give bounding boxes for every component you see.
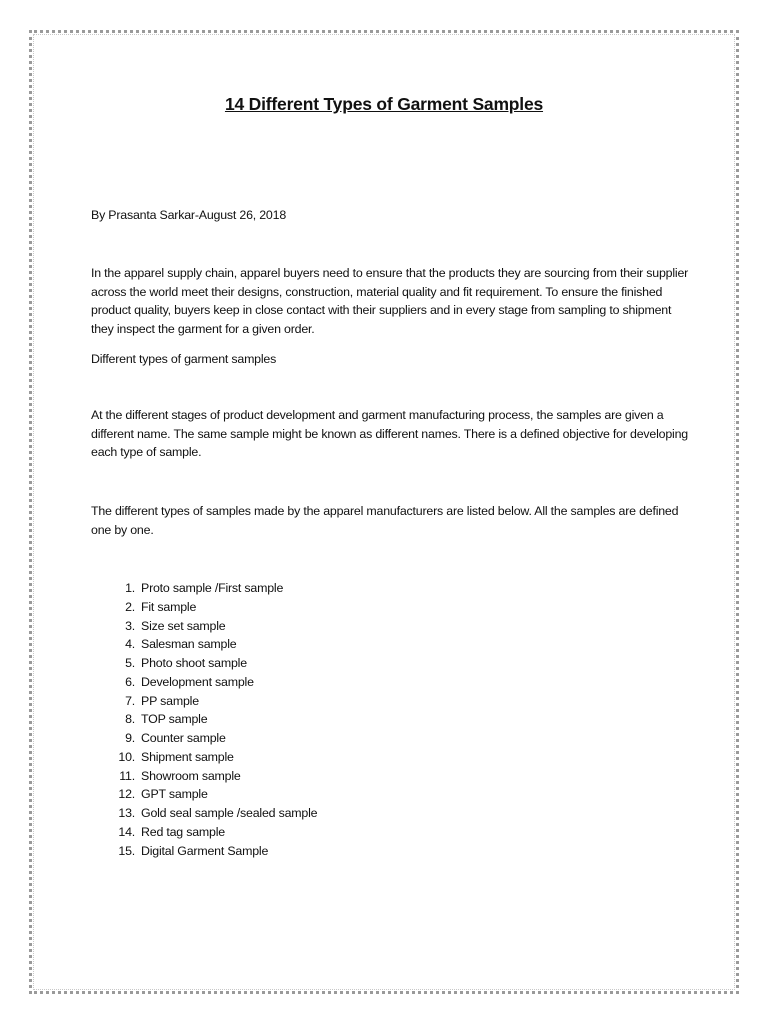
- list-item-number: 13.: [118, 806, 135, 820]
- list-item-number: 15.: [118, 843, 135, 858]
- list-item-label: Fit sample: [141, 599, 197, 614]
- list-item: [91, 654, 317, 673]
- list-item-label: GPT sample: [141, 787, 208, 802]
- list-item: [91, 748, 317, 767]
- list-item-label: Size set sample: [141, 618, 226, 633]
- list-item-label: Photo shoot sample: [141, 656, 247, 670]
- list-item-number: 12.: [118, 787, 135, 802]
- list-item: [91, 729, 317, 748]
- list-item: [91, 692, 317, 711]
- list-item-label: TOP sample: [141, 712, 208, 727]
- list-intro-paragraph: The different types of samples made by the apparel manufacturers are listed below. All the samples are defined one by one.: [91, 504, 679, 537]
- list-item-number: 9.: [125, 731, 135, 745]
- list-item-number: 10.: [118, 749, 135, 764]
- list-item: [91, 804, 317, 823]
- list-item: [91, 673, 317, 692]
- list-item: [91, 579, 317, 598]
- list-item-label: Showroom sample: [141, 768, 241, 783]
- list-item: [91, 710, 317, 729]
- list-item-label: Shipment sample: [141, 749, 234, 764]
- list-item: [91, 785, 317, 804]
- section-subheading: Different types of garment samples: [91, 352, 277, 366]
- list-item-number: 11.: [119, 768, 135, 783]
- list-item: [91, 767, 317, 786]
- list-item-label: PP sample: [141, 693, 199, 708]
- list-item-number: 8.: [125, 712, 135, 727]
- list-item-label: Proto sample /First sample: [141, 581, 284, 595]
- list-item-label: Counter sample: [141, 731, 226, 745]
- list-item-label: Gold seal sample /sealed sample: [141, 806, 318, 820]
- list-item: [91, 635, 317, 654]
- list-item-number: 7.: [125, 693, 135, 708]
- stages-paragraph: At the different stages of product development and garment manufacturing process, the samples are given a different name. The same sample might be known as different names. There is a defined objective for developing each type of sample.: [91, 408, 688, 459]
- byline: By Prasanta Sarkar-August 26, 2018: [91, 208, 287, 222]
- list-item-label: Development sample: [141, 674, 254, 689]
- intro-paragraph: In the apparel supply chain, apparel buyers need to ensure that the products they are sourcing from their supplier across the world meet their designs, construction, material quality and fit requirement. To ensure the finished product quality, buyers keep in close contact with their suppliers and in every stage from sampling to shipment they inspect the garment for a given order.: [91, 266, 689, 336]
- list-item-number: 5.: [125, 656, 135, 670]
- list-item-number: 3.: [125, 618, 135, 633]
- list-item: [91, 617, 317, 636]
- list-item-number: 6.: [125, 674, 135, 689]
- list-item: [91, 598, 317, 617]
- document-title: 14 Different Types of Garment Samples: [224, 94, 544, 114]
- list-item-label: Red tag sample: [141, 824, 225, 839]
- list-item: [91, 842, 317, 861]
- list-item-number: 2.: [125, 599, 135, 614]
- list-item-label: Salesman sample: [141, 637, 237, 652]
- list-item-number: 14.: [118, 824, 135, 839]
- list-item-number: 4.: [125, 637, 135, 652]
- list-item-label: Digital Garment Sample: [141, 843, 269, 858]
- sample-types-list: [91, 579, 317, 860]
- list-item: [91, 823, 317, 842]
- list-item-number: 1.: [125, 581, 135, 595]
